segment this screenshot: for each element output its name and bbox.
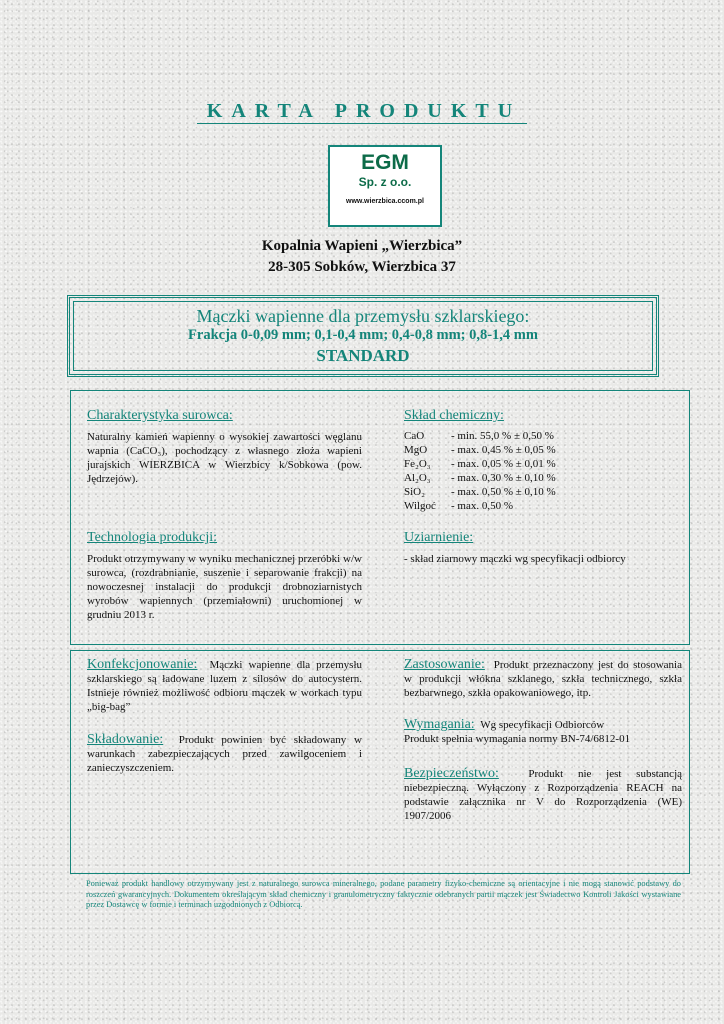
page-title: KARTA PRODUKTU xyxy=(0,100,724,123)
chemical-table xyxy=(404,429,556,513)
chemical-row: Al₂O₃ - max. 0,30 % ± 0,10 % xyxy=(404,472,556,484)
requirements-section xyxy=(404,718,682,746)
grain-section xyxy=(404,528,684,566)
raw-material-heading: Charakterystyka surowca: xyxy=(87,408,233,423)
packaging-section xyxy=(87,658,362,714)
chemical-row: Wilgoć - max. 0,50 % xyxy=(404,500,514,512)
safety-text: Produkt nie jest substancją niebezpieczną. Wyłączony z Rozporządzenia REACH na podstawie załącznika nr V do Rozporządzenia (WE) 1907/2006 xyxy=(404,768,683,822)
grain-heading: Uziarnienie: xyxy=(404,530,474,545)
technology-text: Produkt otrzymywany w wyniku mechanicznej przeróbki w/w surowca, (rozdrabnianie, suszenie i separowanie frakcji) na nowoczesnej instalacji do produkcji drobnoziarnistych wyrobów wapiennych (przemiałowni) uruchomionej w grudniu 2013 r. xyxy=(87,553,362,621)
mine-address: 28-305 Sobków, Wierzbica 37 xyxy=(268,259,456,275)
company-logo xyxy=(328,145,442,227)
application-heading: Zastosowanie: xyxy=(404,657,485,672)
product-box xyxy=(67,295,659,377)
requirements-heading: Wymagania: xyxy=(404,717,475,732)
logo-legal-form: Sp. z o.o. xyxy=(358,175,412,189)
chemical-row: CaO - min. 55,0 % ± 0,50 % xyxy=(404,430,554,442)
logo-name: EGM xyxy=(361,151,409,174)
storage-heading: Składowanie: xyxy=(87,732,164,747)
footer-disclaimer: Ponieważ produkt handlowy otrzymywany jest z naturalnego surowca mineralnego, podane parametry fizyko-chemiczne są orientacyjne i nie mogą stanowić podstawy do roszczeń gwarancyjnych. Dokumentem określającym skład chemiczny i granulometryczny faktycznie odebranych partii mączek jest Świadectwo Kontroli Jakości wystawiane przez Dostawcę w formie i terminach uzgodnionych z Odbiorcą. xyxy=(86,879,681,909)
safety-section xyxy=(404,767,682,823)
packaging-heading: Konfekcjonowanie: xyxy=(87,657,198,672)
mine-header xyxy=(0,236,724,278)
storage-text: Produkt powinien być składowany w warunkach zabezpieczających przed zawilgoceniem i zanieczyszczeniem. xyxy=(87,734,362,774)
raw-material-text: Naturalny kamień wapienny o wysokiej zawartości węglanu wapnia (CaCO₃), pochodzący z własnego złoża wapieni jurajskich WIERZBICA w Wierzbicy k/Sobkowa (pow. Jędrzejów). xyxy=(87,431,362,485)
mine-name: Kopalnia Wapieni „Wierzbica” xyxy=(261,238,463,254)
product-grade: STANDARD xyxy=(316,346,410,365)
chemical-row: MgO - max. 0,45 % ± 0,05 % xyxy=(404,444,556,456)
raw-material-section xyxy=(87,406,362,486)
logo-url: www.wierzbica.ccom.pl xyxy=(346,198,424,205)
storage-section xyxy=(87,733,362,775)
chemical-row: Fe₂O₃ - max. 0,05 % ± 0,01 % xyxy=(404,458,556,470)
technology-heading: Technologia produkcji: xyxy=(87,530,218,545)
grain-text: - skład ziarnowy mączki wg specyfikacji odbiorcy xyxy=(404,553,626,565)
product-name: Mączki wapienne dla przemysłu szklarskiego: xyxy=(196,306,530,326)
requirements-norm: Produkt spełnia wymagania normy BN-74/6812-01 xyxy=(404,733,631,745)
technology-section xyxy=(87,528,362,622)
chemical-heading: Skład chemiczny: xyxy=(404,408,504,423)
safety-heading: Bezpieczeństwo: xyxy=(404,766,499,781)
chemical-section xyxy=(404,406,504,424)
application-text: Produkt przeznaczony jest do stosowania w produkcji włókna szklanego, szkła technicznego, szkła bezbarwnego, szkła opakowaniowego, itp. xyxy=(404,659,682,699)
requirements-text: Wg specyfikacji Odbiorców xyxy=(480,719,605,731)
application-section xyxy=(404,658,682,700)
chemical-row: SiO₂ - max. 0,50 % ± 0,10 % xyxy=(404,486,556,498)
packaging-text: Mączki wapienne dla przemysłu szklarskiego są ładowane luzem z silosów do autocystern. Istnieje również możliwość odbioru mączek w workach typu „big-bag” xyxy=(87,659,363,713)
product-fractions: Frakcja 0-0,09 mm; 0,1-0,4 mm; 0,4-0,8 mm; 0,8-1,4 mm xyxy=(188,327,538,343)
